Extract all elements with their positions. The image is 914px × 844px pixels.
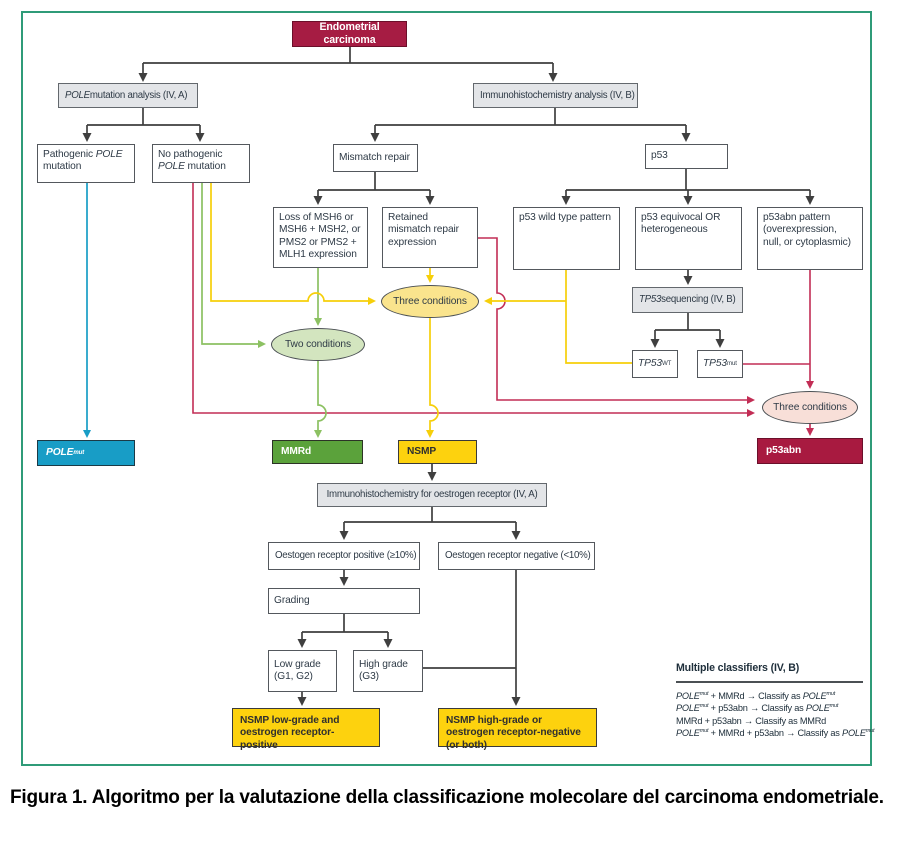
node-low-grade: Low grade (G1, G2) [268, 650, 337, 692]
node-tp53-sequencing: TP53 sequencing (IV, B) [632, 287, 743, 313]
legend-line: MMRd + p53abn → Classify as MMRd [676, 715, 827, 726]
node-no-pathogenic-pole-mutation: No pathogenic POLE mutation [152, 144, 250, 183]
ellipse-three-conditions-nsmp: Three conditions [381, 285, 479, 318]
node-high-grade: High grade (G3) [353, 650, 423, 692]
figure-caption: Figura 1. Algoritmo per la valutazione della classificazione molecolare del carcinoma endometriale. [10, 787, 884, 808]
legend-multiple-classifiers [676, 662, 875, 739]
node-p53: p53 [645, 144, 728, 169]
legend-title: Multiple classifiers (IV, B) [676, 662, 800, 674]
node-grading: Grading [268, 588, 420, 614]
node-immunohistochemistry-analysis: Immunohistochemistry analysis (IV, B) [473, 83, 638, 108]
result-nsmp: NSMP [398, 440, 477, 464]
node-pathogenic-pole-mutation: Pathogenic POLE mutation [37, 144, 135, 183]
node-tp53-mut: TP53 mut [697, 350, 743, 378]
result-mmrd: MMRd [272, 440, 363, 464]
node-mismatch-repair: Mismatch repair [333, 144, 418, 172]
result-nsmp-low-grade: NSMP low-grade and oestrogen receptor-positive [232, 708, 380, 747]
legend-rule [676, 681, 863, 683]
result-p53abn: p53abn [757, 438, 863, 464]
node-endometrial-carcinoma: Endometrial carcinoma [292, 21, 407, 47]
ellipse-two-conditions-mmrd: Two conditions [271, 328, 365, 361]
node-p53abn-pattern: p53abn pattern (overexpression, null, or cytoplasmic) [757, 207, 863, 270]
node-oestrogen-receptor-positive: Oestogen receptor positive (≥10%) [268, 542, 420, 570]
node-oestrogen-receptor-negative: Oestogen receptor negative (<10%) [438, 542, 595, 570]
result-pole-mut: POLE mut [37, 440, 135, 466]
legend-line: $POLE^{mut}$ + MMRd + p53abn → Classify as $POLE^{mut}$ [676, 727, 875, 738]
result-nsmp-high-grade: NSMP high-grade or oestrogen receptor-negative (or both) [438, 708, 597, 747]
node-loss-of-mmr-expression: Loss of MSH6 or MSH6 + MSH2, or PMS2 or PMS2 + MLH1 expression [273, 207, 368, 268]
node-p53-wild-type-pattern: p53 wild type pattern [513, 207, 620, 270]
node-ihc-oestrogen-receptor: Immunohistochemistry for oestrogen receptor (IV, A) [317, 483, 547, 507]
node-retained-mmr-expression: Retained mismatch repair expression [382, 207, 478, 268]
node-p53-equivocal: p53 equivocal OR heterogeneous [635, 207, 742, 270]
legend-line: $POLE^{mut} + p53abn$ → Classify as $POLE^{mut}$ [676, 703, 839, 714]
node-tp53-wt: TP53 WT [632, 350, 678, 378]
node-pole-mutation-analysis: POLE mutation analysis (IV, A) [58, 83, 198, 108]
legend-line: $POLE^{mut}$ + MMRd → Classify as $POLE^{mut}$ [676, 691, 836, 702]
ellipse-three-conditions-p53abn: Three conditions [762, 391, 858, 424]
